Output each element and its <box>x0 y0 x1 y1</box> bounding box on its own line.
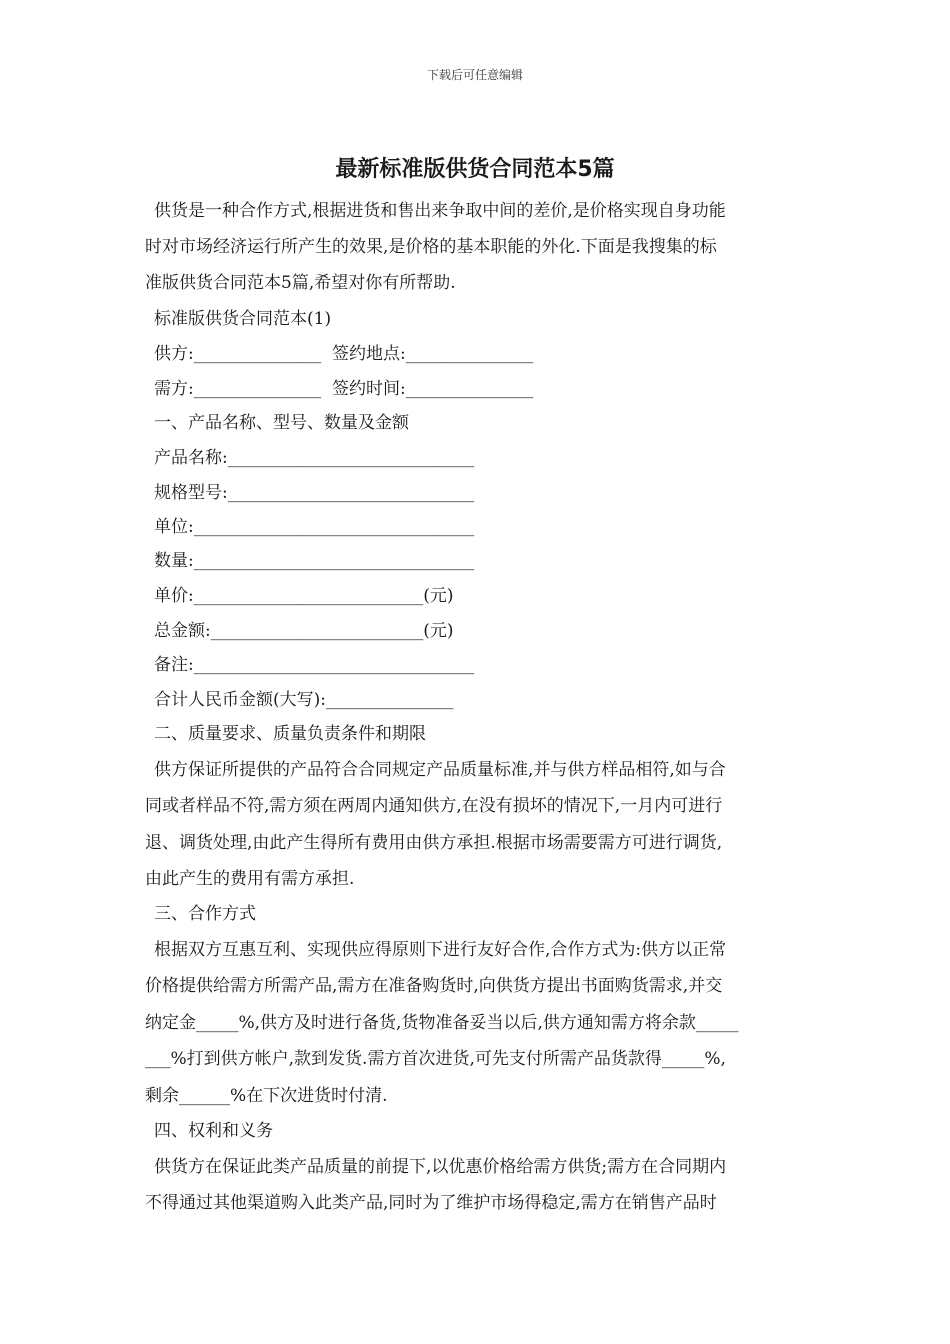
form-line: 产品名称:_____________________________ <box>154 448 475 468</box>
section-heading: 四、权利和义务 <box>154 1121 273 1141</box>
form-line: 规格型号:_____________________________ <box>154 483 475 503</box>
paragraph-line: 供方保证所提供的产品符合合同规定产品质量标准,并与供方样品相符,如与合 <box>154 760 726 780</box>
paragraph-line: 价格提供给需方所需产品,需方在准备购货时,向供货方提出书面购货需求,并交 <box>145 976 723 996</box>
page-header: 下载后可任意编辑 <box>426 68 523 82</box>
form-line: 需方:_______________ 签约时间:_______________ <box>154 379 534 399</box>
paragraph-line: 由此产生的费用有需方承担. <box>145 869 355 889</box>
paragraph-line: 时对市场经济运行所产生的效果,是价格的基本职能的外化.下面是我搜集的标 <box>145 237 717 257</box>
paragraph-line: 退、调货处理,由此产生得所有费用由供方承担.根据市场需要需方可进行调货, <box>145 833 723 853</box>
section-heading: 标准版供货合同范本(1) <box>154 309 332 329</box>
form-line: 备注:_________________________________ <box>154 655 475 675</box>
section-heading: 一、产品名称、型号、数量及金额 <box>154 413 409 433</box>
form-line: 数量:_________________________________ <box>154 551 475 571</box>
paragraph-line: ___%打到供方帐户,款到发货.需方首次进货,可先支付所需产品货款得_____%, <box>145 1049 726 1069</box>
paragraph-line: 根据双方互惠互利、实现供应得原则下进行友好合作,合作方式为:供方以正常 <box>154 940 727 960</box>
paragraph-line: 准版供货合同范本5篇,希望对你有所帮助. <box>145 273 456 293</box>
section-heading: 三、合作方式 <box>154 904 256 924</box>
form-line: 单位:_________________________________ <box>154 517 475 537</box>
paragraph-line: 供货是一种合作方式,根据进货和售出来争取中间的差价,是价格实现自身功能 <box>154 201 726 221</box>
paragraph-line: 纳定金_____%,供方及时进行备货,货物准备妥当以后,供方通知需方将余款_____ <box>145 1013 739 1033</box>
form-line: 合计人民币金额(大写):_______________ <box>154 690 454 710</box>
section-heading: 二、质量要求、质量负责条件和期限 <box>154 724 426 744</box>
document-title: 最新标准版供货合同范本5篇 <box>335 157 615 182</box>
form-line: 供方:_______________ 签约地点:_______________ <box>154 344 534 364</box>
paragraph-line: 同或者样品不符,需方须在两周内通知供方,在没有损坏的情况下,一月内可进行 <box>145 796 723 816</box>
paragraph-line: 供货方在保证此类产品质量的前提下,以优惠价格给需方供货;需方在合同期内 <box>154 1157 727 1177</box>
form-line: 单价:___________________________(元) <box>154 586 454 606</box>
form-line: 总金额:_________________________(元) <box>154 621 454 641</box>
paragraph-line: 剩余______%在下次进货时付清. <box>145 1086 388 1106</box>
paragraph-line: 不得通过其他渠道购入此类产品,同时为了维护市场得稳定,需方在销售产品时 <box>145 1193 717 1213</box>
